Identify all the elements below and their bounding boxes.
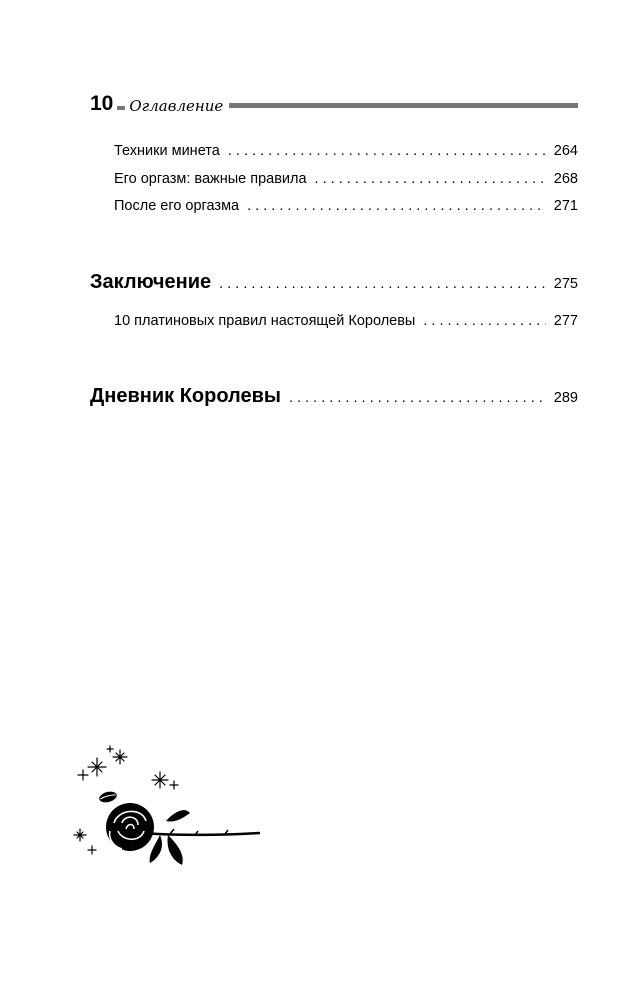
toc-entry[interactable] [114,171,578,187]
toc-entry-page: 264 [553,143,578,159]
header-dash [117,106,125,110]
toc-chapter-label: Заключение [90,271,212,293]
toc-entry-label: После его оргазма [114,198,240,214]
toc-entry-page: 271 [553,198,578,214]
running-header [90,88,578,114]
toc-entry-label: Его оргазм: важные правила [114,171,307,187]
toc-chapter-page: 289 [553,390,578,406]
dot-leader [289,390,546,406]
page-number: 10 [90,92,114,115]
toc-entry-label: Техники минета [114,143,220,159]
toc-chapter-page: 275 [553,276,578,292]
toc-entry-page: 277 [553,313,578,329]
toc-chapter-label: Дневник Королевы [90,385,281,407]
toc-entry-page: 268 [553,171,578,187]
dot-leader [423,313,545,329]
rose-with-sparkles-icon [70,745,265,870]
toc-chapter-diary[interactable] [90,385,578,408]
toc-entry-label: 10 платиновых правил настоящей Королевы [114,313,416,329]
toc-entry[interactable] [114,313,578,329]
dot-leader [315,171,546,187]
toc-entry[interactable] [114,143,578,159]
header-rule [229,103,578,108]
dot-leader [247,198,546,214]
toc-entry[interactable] [114,198,578,214]
dot-leader [219,276,546,292]
header-title: Оглавление [129,97,224,115]
dot-leader [228,143,546,159]
toc-chapter-conclusion[interactable] [90,271,578,294]
